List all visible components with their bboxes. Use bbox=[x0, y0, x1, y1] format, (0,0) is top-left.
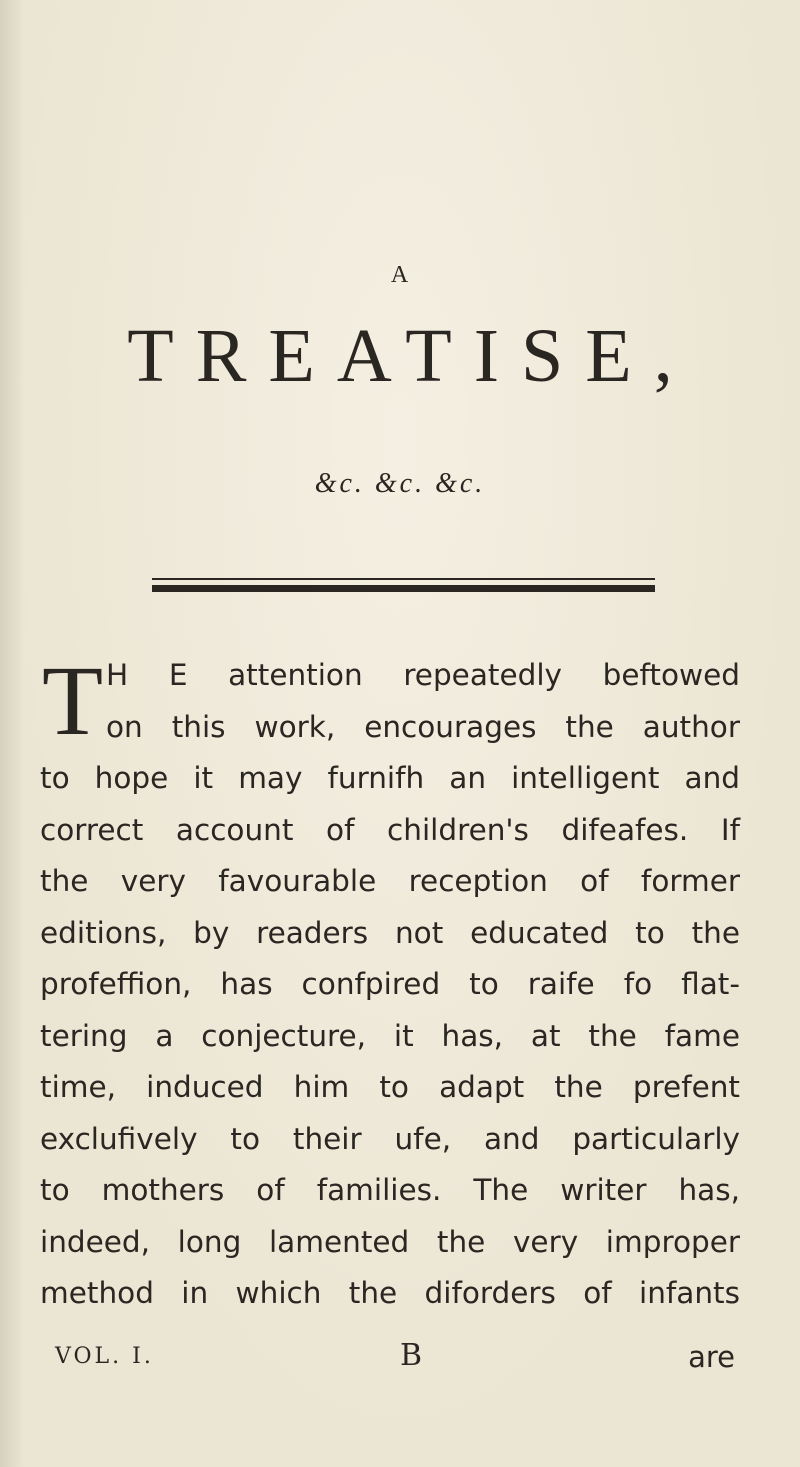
body-paragraph bbox=[40, 645, 740, 1320]
text-line: on this work, encourages the author bbox=[106, 709, 740, 744]
text-line: editions, by readers not educated to the bbox=[40, 915, 740, 950]
ornamental-rule-thin bbox=[152, 578, 655, 580]
dropcap-block bbox=[40, 645, 740, 756]
page-title: TREATISE, bbox=[127, 314, 695, 398]
page-footer bbox=[55, 1338, 735, 1394]
text-line: to hope it may furnifh an intelligent and bbox=[40, 761, 740, 795]
text-line: H E attention repeatedly beftowed bbox=[106, 658, 740, 692]
title-article: A bbox=[390, 262, 410, 288]
text-line: correct account of children's difeafes. If bbox=[40, 812, 740, 847]
text-line: to mothers of families. The writer has, bbox=[40, 1173, 740, 1207]
text-line: exclufively to their ufe, and particularly bbox=[40, 1121, 740, 1156]
catchword: are bbox=[688, 1340, 735, 1374]
volume-label: VOL. I. bbox=[55, 1344, 154, 1369]
subtitle-etc: &c. &c. &c. bbox=[314, 468, 486, 499]
text-line: tering a conjecture, it has, at the fame bbox=[40, 1018, 740, 1053]
text-line: indeed, long lamented the very improper bbox=[40, 1224, 740, 1259]
text-line: time, induced him to adapt the prefent bbox=[40, 1070, 740, 1104]
ornamental-rule bbox=[152, 585, 655, 592]
text-line: the very favourable reception of former bbox=[40, 864, 740, 898]
text-line: profeffion, has confpired to raife fo flat- bbox=[40, 967, 740, 1001]
drop-cap: T bbox=[42, 645, 104, 756]
gutter-shadow bbox=[0, 0, 24, 1467]
signature-mark: B bbox=[400, 1338, 423, 1373]
text-line: method in which the diforders of infants bbox=[40, 1276, 740, 1310]
